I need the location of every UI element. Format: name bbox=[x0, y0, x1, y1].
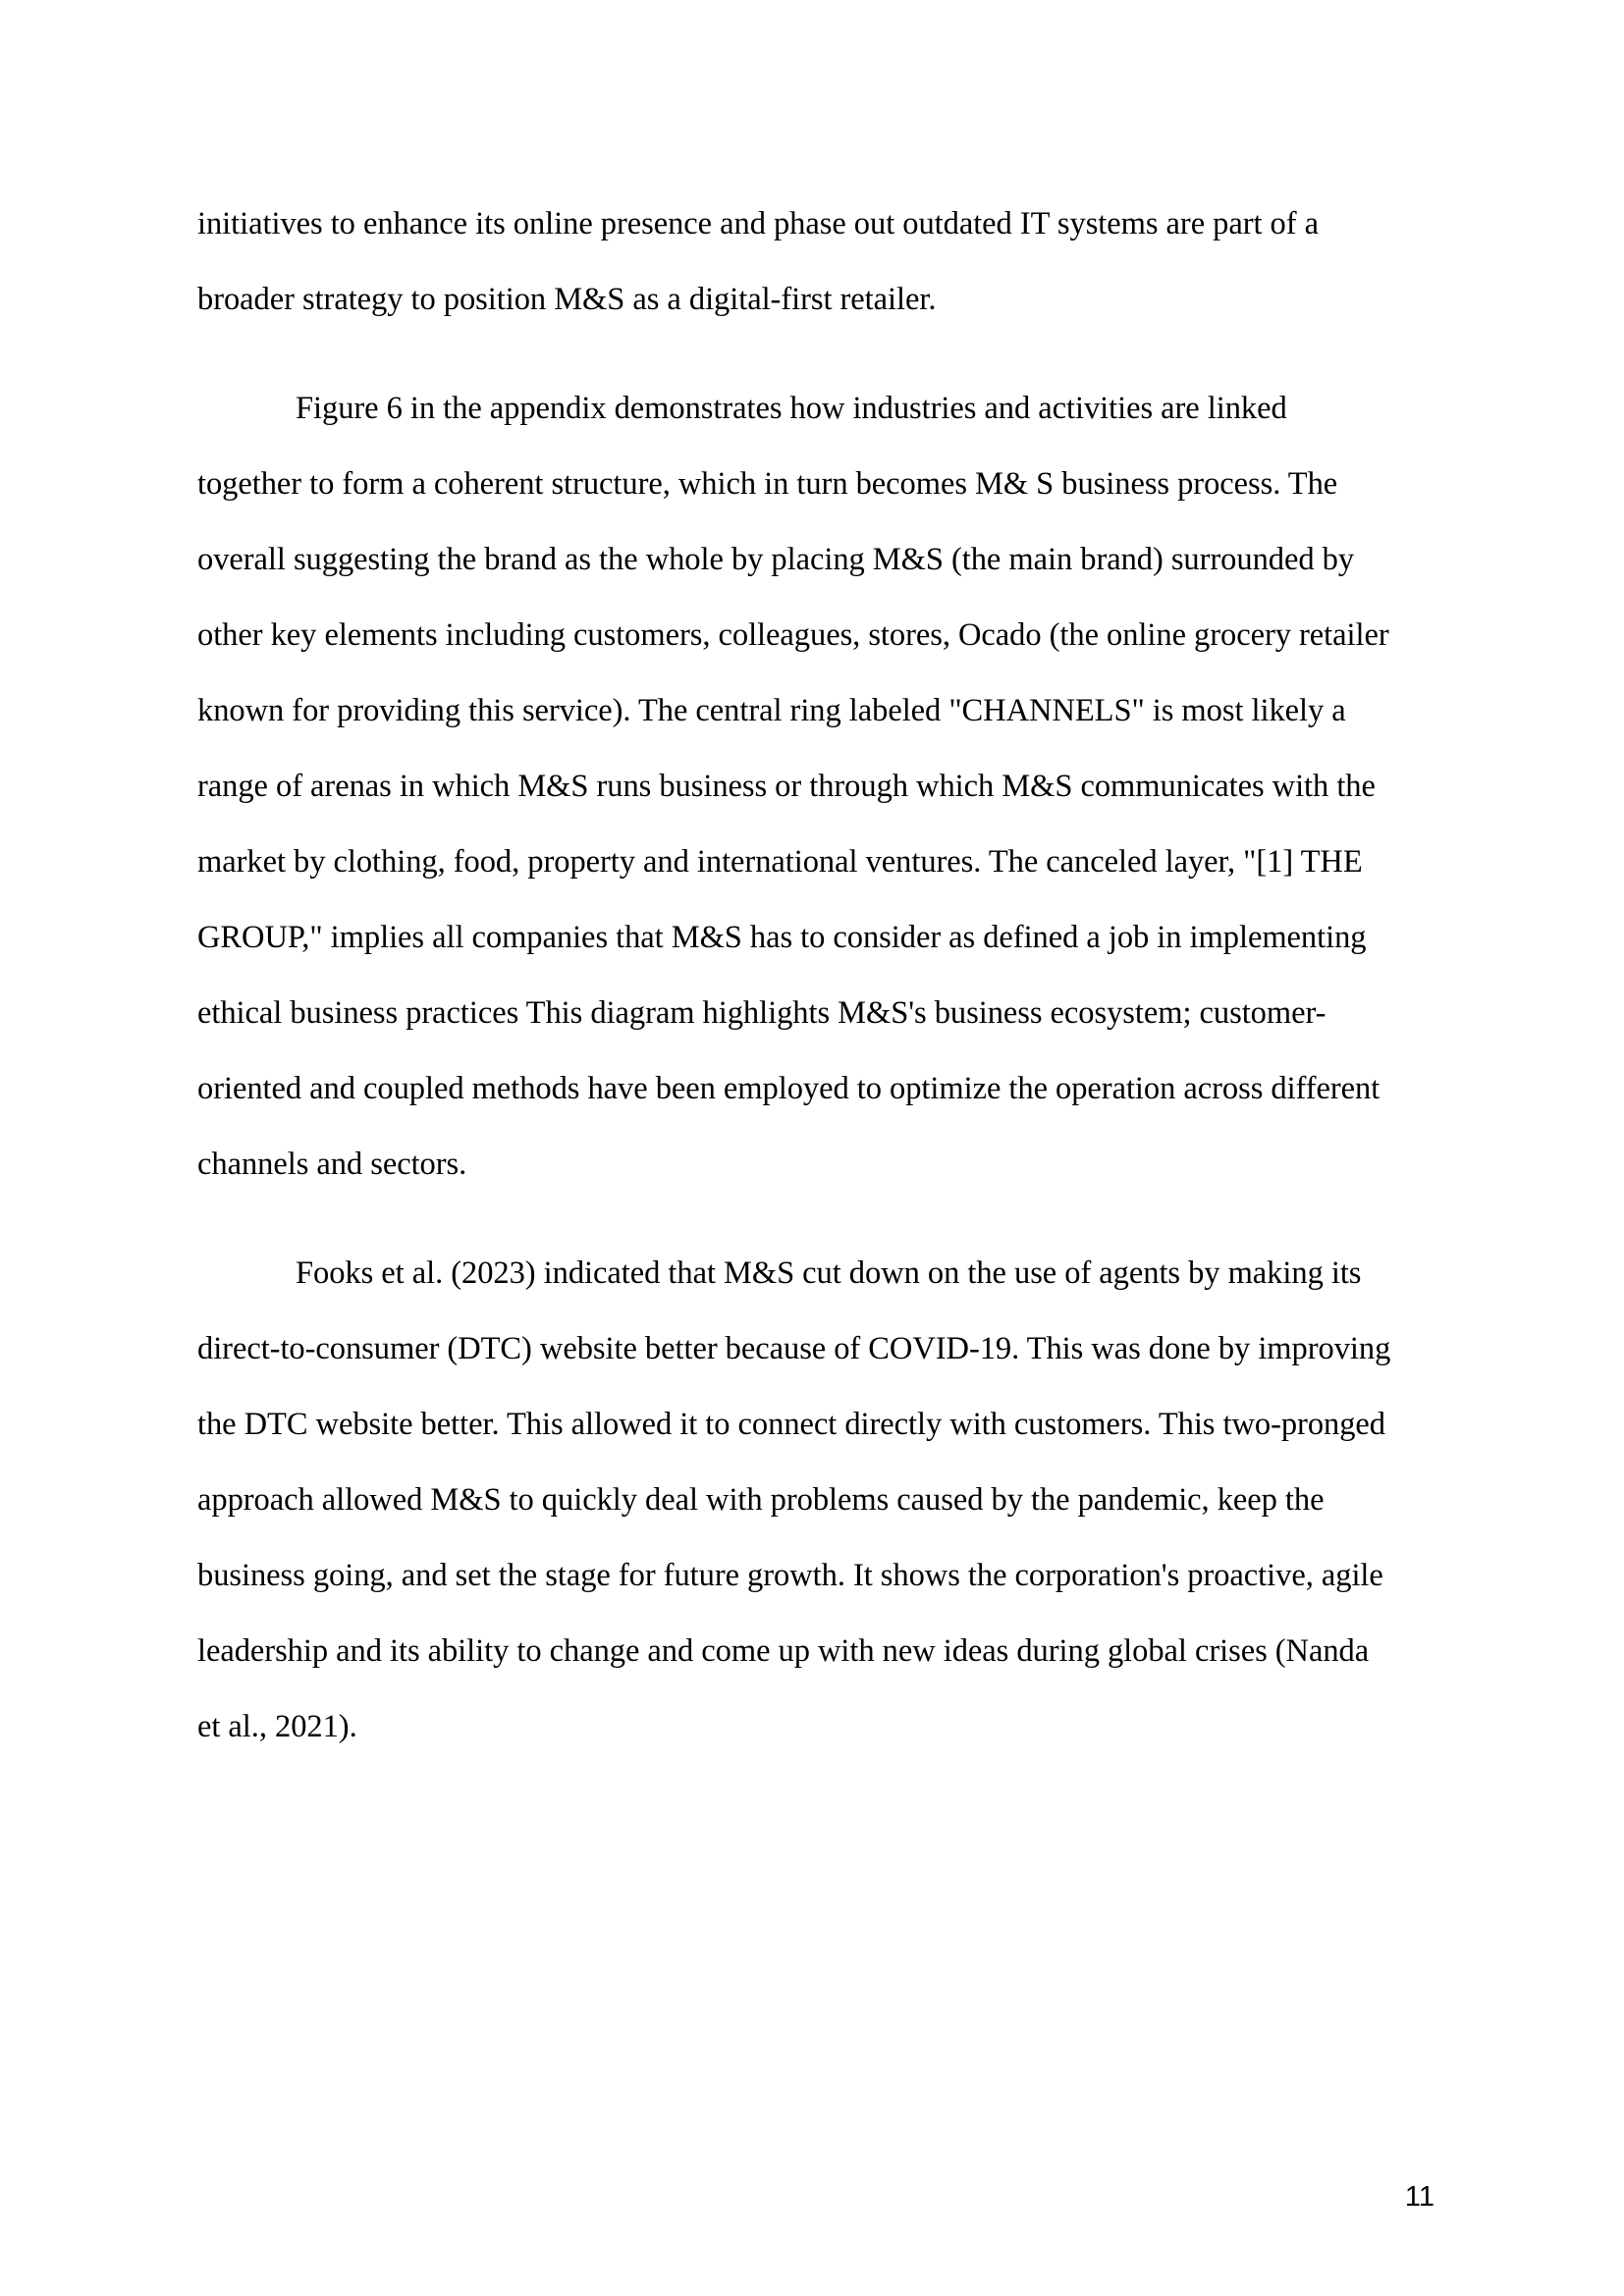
text-line: market by clothing, food, property and international ventures. The canceled layer, "[1] THE bbox=[197, 844, 1363, 880]
paragraph bbox=[197, 1236, 1444, 1765]
text-line: range of arenas in which M&S runs business or through which M&S communicates with the bbox=[197, 769, 1376, 804]
text-line: direct-to-consumer (DTC) website better because of COVID-19. This was done by improving bbox=[197, 1331, 1391, 1366]
text-line: initiatives to enhance its online presence and phase out outdated IT systems are part of a bbox=[197, 206, 1319, 241]
paragraph bbox=[197, 187, 1444, 338]
text-line: et al., 2021). bbox=[197, 1709, 357, 1744]
text-line: leadership and its ability to change and come up with new ideas during global crises (Nanda bbox=[197, 1633, 1370, 1669]
text-line: GROUP," implies all companies that M&S has to consider as defined a job in implementing bbox=[197, 920, 1367, 955]
text-line: ethical business practices This diagram highlights M&S's business ecosystem; customer- bbox=[197, 995, 1326, 1031]
text-line: Fooks et al. (2023) indicated that M&S cut down on the use of agents by making its bbox=[296, 1255, 1362, 1291]
body-text bbox=[197, 187, 1444, 1765]
text-line: the DTC website better. This allowed it to connect directly with customers. This two-pronged bbox=[197, 1407, 1385, 1442]
text-line: other key elements including customers, colleagues, stores, Ocado (the online grocery retailer bbox=[197, 617, 1389, 653]
text-line: together to form a coherent structure, which in turn becomes M& S business process. The bbox=[197, 466, 1338, 502]
text-line: overall suggesting the brand as the whole by placing M&S (the main brand) surrounded by bbox=[197, 542, 1355, 577]
page-number: 11 bbox=[1404, 2181, 1435, 2213]
paragraph-spacer bbox=[197, 1202, 1444, 1236]
text-line: channels and sectors. bbox=[197, 1147, 467, 1182]
text-line: Figure 6 in the appendix demonstrates how industries and activities are linked bbox=[296, 391, 1287, 426]
text-line: business going, and set the stage for future growth. It shows the corporation's proactive, agile bbox=[197, 1558, 1383, 1593]
text-line: known for providing this service). The central ring labeled "CHANNELS" is most likely a bbox=[197, 693, 1346, 728]
paragraph bbox=[197, 371, 1444, 1202]
text-line: approach allowed M&S to quickly deal with problems caused by the pandemic, keep the bbox=[197, 1482, 1325, 1518]
text-line: broader strategy to position M&S as a digital-first retailer. bbox=[197, 282, 937, 317]
text-line: oriented and coupled methods have been employed to optimize the operation across different bbox=[197, 1071, 1380, 1106]
paragraph-spacer bbox=[197, 338, 1444, 371]
